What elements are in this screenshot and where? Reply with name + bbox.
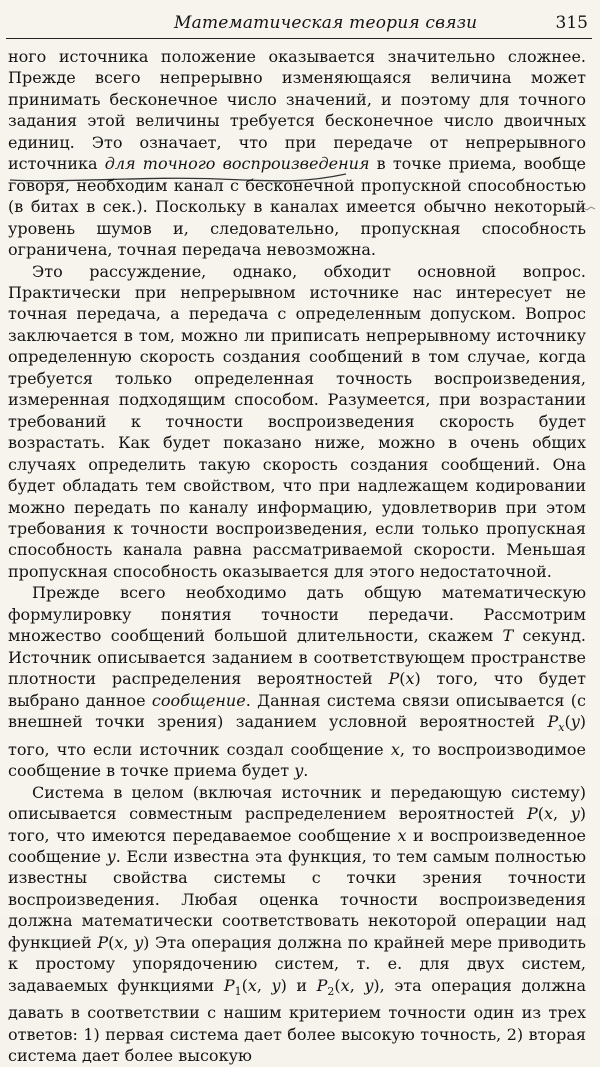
text-segment: , то воспроизводимое сообщение в точке приема будет: [8, 739, 587, 781]
text-segment: x: [544, 804, 554, 824]
text-segment: .: [303, 761, 309, 781]
paragraph-4: [8, 782, 586, 1067]
text-segment: и воспроизведенное сообщение: [8, 825, 587, 866]
text-segment: ного источника положение оказывается значительно сложнее. Прежде всего непрерывно изменяющаяся величина может принимать бесконечное число значений, и поэтому для точного задания этой величины требуется бесконечное число двоичных единиц. Это означает, что при передаче от непрерывного источника: [8, 47, 586, 174]
paragraph-3: [8, 582, 586, 781]
paragraph-1: [8, 46, 586, 261]
text-segment: ) того, что если источник создал сообщение: [8, 712, 586, 759]
text-segment: ) Эта операция должна по крайней мере приводить к простому упорядочению систем, т. е. для двух систем, задаваемых функциями: [8, 932, 587, 995]
text-segment: y: [364, 975, 374, 995]
text-segment: P: [547, 712, 559, 732]
text-segment: T: [502, 626, 514, 646]
running-title: Математическая теория связи: [174, 13, 478, 33]
text-segment: x: [340, 975, 350, 995]
text-segment: y: [570, 712, 580, 732]
text-segment: x: [397, 825, 407, 845]
text-segment: (: [537, 804, 544, 824]
text-segment: ) того, что будет выбрано данное: [8, 669, 587, 710]
text-segment: y: [570, 804, 580, 824]
text-segment: (: [108, 932, 115, 952]
body-text: [8, 46, 586, 1067]
text-segment: x: [390, 739, 400, 759]
text-segment: ,: [123, 932, 135, 952]
text-segment: для точного воспроизведения: [104, 154, 370, 174]
text-segment: (: [241, 975, 248, 995]
text-segment: Прежде всего необходимо дать общую математическую формулировку понятия точности передачи. Рассмотрим множество сообщений большой длительности, скажем: [8, 583, 586, 646]
text-segment: секунд. Источник описывается заданием в соответствующем пространстве плотности распределения вероятностей: [8, 626, 587, 689]
text-segment: (: [564, 712, 571, 732]
text-segment: ) и: [280, 975, 317, 995]
text-segment: . Данная система связи описывается (с внешней точки зрения) заданием условной вероятностей: [8, 690, 586, 732]
text-segment: x: [114, 932, 124, 952]
text-segment: в точке приема, вообще говоря, необходим канал с бесконечной пропускной способностью (в битах в сек.). Поскольку в каналах имеется обычно некоторый уровень шумов и, следовательно, пропускная способность ограничена, точная передача невозможна.: [8, 154, 586, 260]
text-segment: P: [526, 804, 538, 824]
page-number: 315: [555, 13, 588, 33]
text-segment: 2: [327, 984, 335, 998]
text-segment: y: [106, 846, 116, 866]
text-segment: (: [399, 669, 406, 689]
text-segment: y: [134, 932, 144, 952]
text-segment: ,: [349, 975, 365, 995]
text-segment: (: [334, 975, 341, 995]
text-segment: P: [97, 932, 109, 952]
text-segment: y: [294, 761, 304, 781]
text-segment: x: [558, 721, 565, 735]
text-segment: ) того, что имеются передаваемое сообщение: [8, 804, 587, 845]
text-segment: P: [316, 975, 328, 995]
paragraph-2: [8, 261, 586, 583]
text-segment: x: [405, 669, 415, 689]
text-segment: сообщение: [151, 690, 246, 710]
text-segment: ), эта операция должна давать в соответствии с нашим критерием точности один из трех ответов: 1) первая система дает более высокую точность, 2) вторая система дает более высокую: [8, 975, 587, 1066]
text-segment: ,: [256, 975, 272, 995]
text-segment: P: [388, 669, 400, 689]
text-segment: . Если известна эта функция, то тем самым полностью известны свойства системы с точки зрения точности воспроизведения. Любая оценка точности воспроизведения должна математически соответствовать некоторой операции над функцией: [8, 846, 586, 952]
text-segment: x: [247, 975, 257, 995]
text-segment: y: [271, 975, 281, 995]
text-segment: Это рассуждение, однако, обходит основной вопрос. Практически при непрерывном источнике нас интересует не точная передача, а передача с определенным допуском. Вопрос заключается в том, можно ли приписать непрерывному источнику определенную скорость создания сообщений в том случае, когда требуется только определенная точность воспроизведения, измеренная подходящим способом. Разумеется, при возрастании требований к точности воспроизведения скорость будет возрастать. Как будет показано ниже, можно в очень общих случаях определить такую скорость создания сообщений. Она будет обладать тем свойством, что при надлежащем кодировании можно передать по каналу информацию, удовлетворив при этом требования к точности воспроизведения, если только пропускная способность канала равна рассматриваемой скорости. Меньшая пропускная способность оказывается для этого недостаточной.: [8, 261, 586, 581]
text-segment: 1: [234, 984, 242, 998]
text-segment: ,: [553, 804, 571, 824]
text-segment: P: [223, 975, 235, 995]
page-header: [6, 12, 592, 39]
text-segment: Система в целом (включая источник и передающую систему) описывается совместным распределением вероятностей: [8, 782, 586, 824]
